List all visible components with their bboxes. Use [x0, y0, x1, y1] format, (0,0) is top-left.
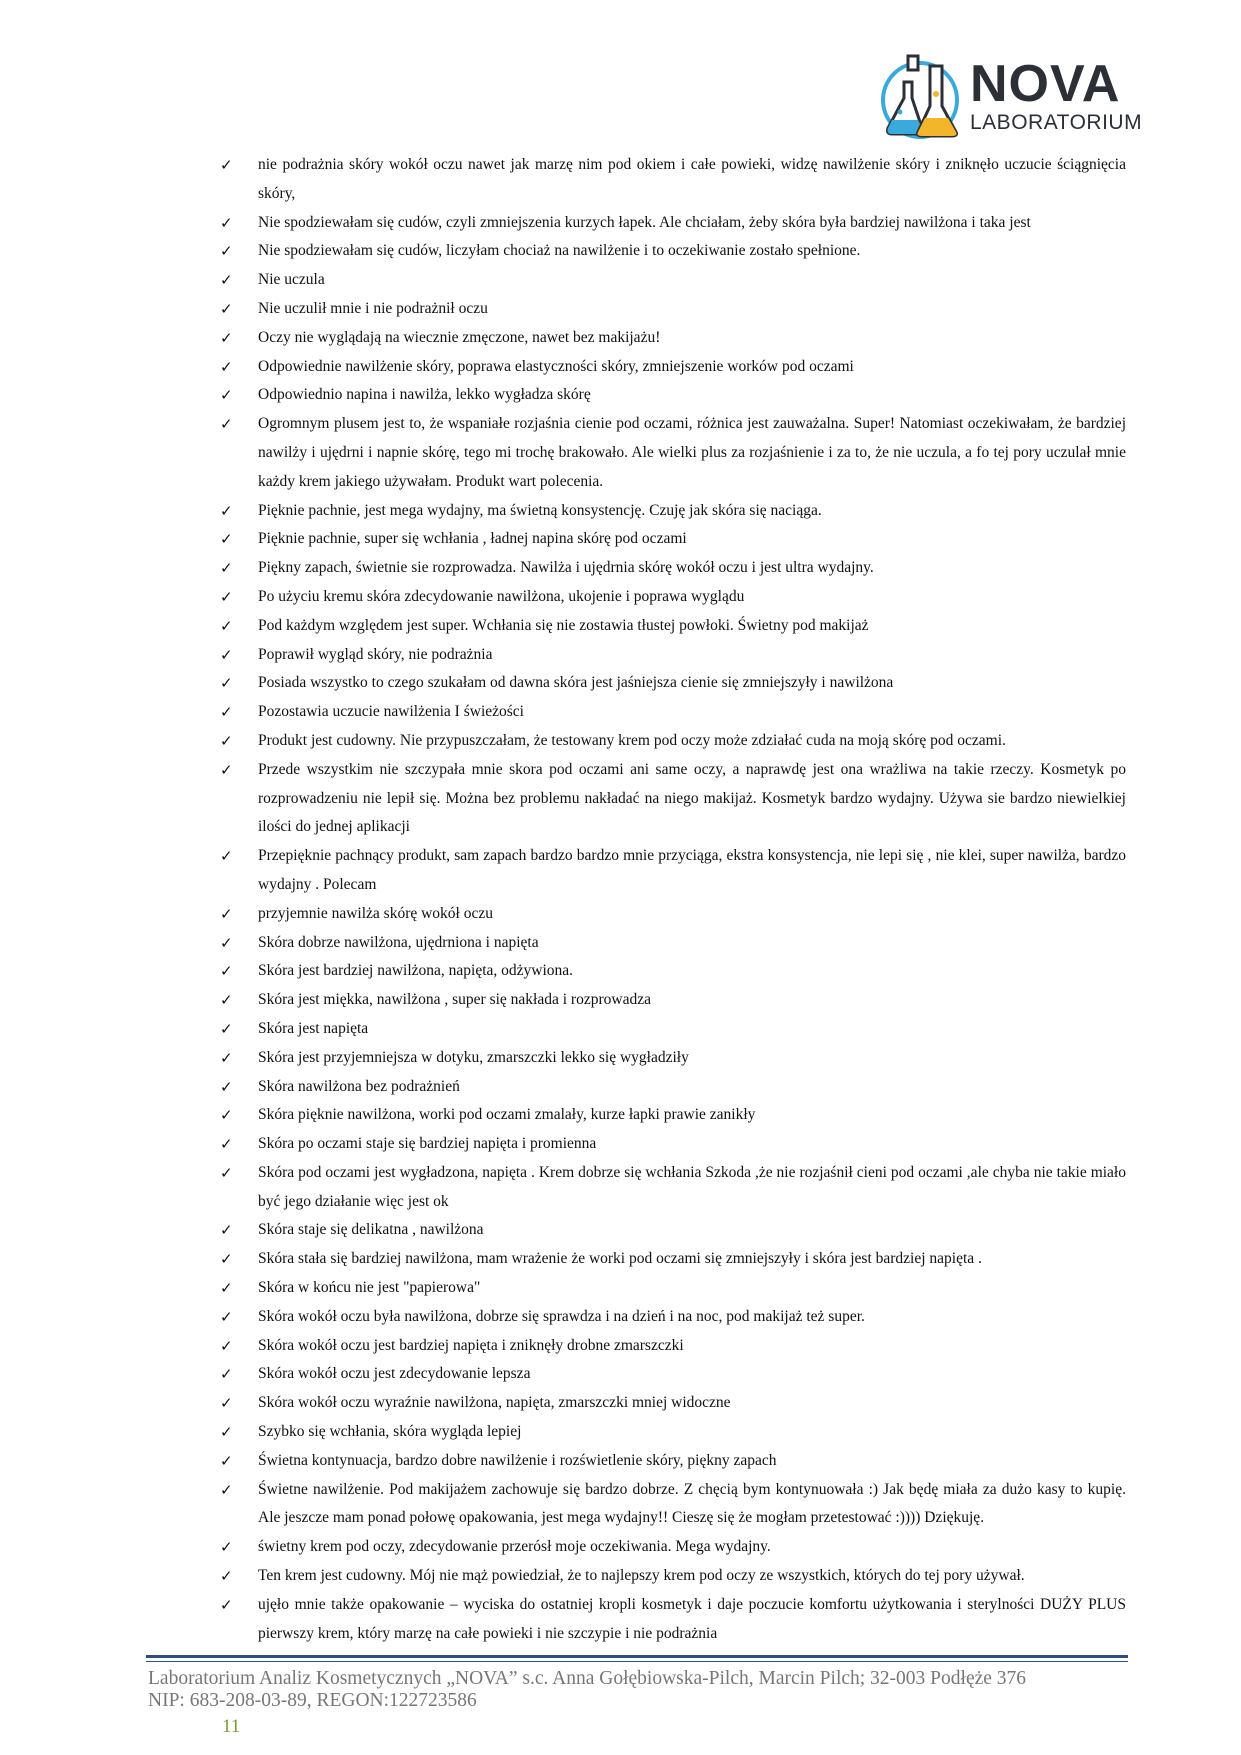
list-item [220, 1591, 1126, 1649]
check-icon: ✓ [220, 1365, 233, 1384]
list-item [220, 1533, 1126, 1562]
list-item [220, 1159, 1126, 1217]
logo [878, 54, 1143, 140]
check-icon: ✓ [220, 299, 233, 318]
check-icon: ✓ [220, 1221, 233, 1240]
list-item [220, 295, 1126, 324]
list-item [220, 1044, 1126, 1073]
check-icon: ✓ [220, 1538, 233, 1557]
list-item-text: Szybko się wchłania, skóra wygląda lepiej [258, 1423, 522, 1441]
list-item [220, 1447, 1126, 1476]
list-item [220, 1130, 1126, 1159]
page-number: 11 [222, 1716, 241, 1737]
check-icon: ✓ [220, 1250, 233, 1269]
list-item [220, 1216, 1126, 1245]
check-icon: ✓ [220, 386, 233, 405]
list-item [220, 756, 1126, 842]
check-icon: ✓ [220, 731, 233, 750]
list-item [220, 727, 1126, 756]
list-item-text: Skóra jest bardziej nawilżona, napięta, odżywiona. [258, 962, 574, 980]
list-item-text: Pięknie pachnie, jest mega wydajny, ma świetną konsystencję. Czuję jak skóra się naciąga. [258, 501, 822, 519]
list-item-text: ujęło mnie także opakowanie – wyciska do ostatniej kropli kosmetyk i daje poczucie komfortu użytkowania i sterylności DUŻY PLUS pierwszy krem, który marzę na całe powieki i nie szczypie i nie podrażnia [258, 1595, 1126, 1642]
list-item-text: Skóra wokół oczu jest bardziej napięta i zniknęły drobne zmarszczki [258, 1336, 684, 1354]
list-item [220, 1360, 1126, 1389]
list-item-text: Skóra wokół oczu wyraźnie nawilżona, napięta, zmarszczki mniej widoczne [258, 1394, 731, 1412]
check-icon: ✓ [220, 760, 233, 779]
list-item-text: Skóra stała się bardziej nawilżona, mam wrażenie że worki pod oczami się zmniejszyły i skóra jest bardziej napięta . [258, 1250, 982, 1268]
list-item-text: Skóra jest napięta [258, 1019, 369, 1037]
logo-title: NOVA [970, 55, 1121, 113]
check-icon: ✓ [220, 587, 233, 606]
list-item-text: Skóra wokół oczu jest zdecydowanie lepsza [258, 1365, 531, 1383]
list-item-text: Skóra po oczami staje się bardziej napięta i promienna [258, 1135, 597, 1153]
list-item [220, 583, 1126, 612]
list-item [220, 410, 1126, 496]
list-item [220, 842, 1126, 900]
check-icon: ✓ [220, 1048, 233, 1067]
list-item-text: Skóra dobrze nawilżona, ujędrniona i napięta [258, 933, 539, 951]
list-item [220, 929, 1126, 958]
check-icon: ✓ [220, 991, 233, 1010]
list-item-text: Świetne nawilżenie. Pod makijażem zachowuje się bardzo dobrze. Z chęcią bym kontynuowała :) Jak będę miała za dużo kasy to kupię. Ale jeszcze mam ponad połowę opakowania, jest mega wydajny!! Cieszę się że mogłam przetestować :)))) Dziękuję. [258, 1480, 1126, 1527]
list-item-text: Skóra jest miękka, nawilżona , super się nakłada i rozprowadza [258, 991, 651, 1009]
list-item [220, 353, 1126, 382]
list-item-text: Odpowiednie nawilżenie skóry, poprawa elastyczności skóry, zmniejszenie worków pod oczami [258, 357, 854, 375]
list-item-text: Skóra wokół oczu była nawilżona, dobrze się sprawdza i na dzień i na noc, pod makijaż też super. [258, 1307, 865, 1325]
list-item-text: Świetna kontynuacja, bardzo dobre nawilżenie i rozświetlenie skóry, piękny zapach [258, 1451, 777, 1469]
review-list [220, 151, 1126, 1648]
logo-subtitle: LABORATORIUM [970, 111, 1143, 134]
list-item-text: Produkt jest cudowny. Nie przypuszczałam, że testowany krem pod oczy może zdziałać cuda na moją skórę pod oczami. [258, 731, 1006, 749]
check-icon: ✓ [220, 1451, 233, 1470]
list-item [220, 525, 1126, 554]
list-item [220, 324, 1126, 353]
list-item-text: przyjemnie nawilża skórę wokół oczu [258, 904, 493, 922]
footer-tax-ids: NIP: 683-208-03-89, REGON:122723586 [148, 1690, 477, 1711]
check-icon: ✓ [220, 1567, 233, 1586]
check-icon: ✓ [220, 530, 233, 549]
check-icon: ✓ [220, 1019, 233, 1038]
check-icon: ✓ [220, 501, 233, 520]
list-item [220, 698, 1126, 727]
check-icon: ✓ [220, 213, 233, 232]
list-item-text: Skóra nawilżona bez podrażnień [258, 1077, 460, 1095]
list-item [220, 209, 1126, 238]
footer-divider [146, 1655, 1128, 1658]
list-item-text: Przepięknie pachnący produkt, sam zapach bardzo bardzo mnie przyciąga, ekstra konsystencja, nie lepi się , nie klei, super nawilża, bardzo wydajny . Polecam [258, 847, 1126, 893]
check-icon: ✓ [220, 1480, 233, 1499]
list-item [220, 1245, 1126, 1274]
check-icon: ✓ [220, 156, 233, 174]
list-item [220, 237, 1126, 266]
list-item-text: Skóra pięknie nawilżona, worki pod oczami zmalały, kurze łapki prawie zanikły [258, 1106, 756, 1124]
check-icon: ✓ [220, 559, 233, 578]
list-item-text: Ten krem jest cudowny. Mój nie mąż powiedział, że to najlepszy krem pod oczy ze wszystkich, których do tej pory używał. [258, 1567, 1025, 1585]
check-icon: ✓ [220, 1163, 233, 1182]
list-item [220, 266, 1126, 295]
list-item [220, 612, 1126, 641]
list-item-text: Skóra pod oczami jest wygładzona, napięta . Krem dobrze się wchłania Szkoda ,że nie rozjaśnił cieni pod oczami ,ale chyba nie takie miało być jego działanie więc jest ok [258, 1163, 1126, 1210]
check-icon: ✓ [220, 1423, 233, 1442]
list-item [220, 641, 1126, 670]
list-item [220, 669, 1126, 698]
list-item [220, 957, 1126, 986]
list-item-text: Odpowiednio napina i nawilża, lekko wygładza skórę [258, 386, 591, 404]
list-item [220, 151, 1126, 209]
list-item [220, 1101, 1126, 1130]
list-item-text: Posiada wszystko to czego szukałam od dawna skóra jest jaśniejsza cienie się zmniejszyły i nawilżona [258, 674, 894, 692]
list-item-text: Przede wszystkim nie szczypała mnie skora pod oczami ani same oczy, a naprawdę jest ona wrażliwa na takie rzeczy. Kosmetyk po rozprowadzeniu nie lepił się. Można bez problemu nakładać na niego makijaż. Kosmetyk bardzo wydajny. Używa sie bardzo niewielkiej ilości do jednej aplikacji [258, 760, 1126, 836]
check-icon: ✓ [220, 904, 233, 923]
check-icon: ✓ [220, 1077, 233, 1096]
check-icon: ✓ [220, 645, 233, 664]
list-item [220, 1015, 1126, 1044]
check-icon: ✓ [220, 1394, 233, 1413]
list-item-text: Skóra w końcu nie jest "papierowa" [258, 1279, 481, 1297]
list-item-text: nie podrażnia skóry wokół oczu nawet jak marzę nim pod okiem i całe powieki, widzę nawilżenie skóry i zniknęło uczucie ściągnięcia skóry, [258, 156, 1126, 202]
check-icon: ✓ [220, 1307, 233, 1326]
list-item [220, 1332, 1126, 1361]
list-item [220, 1073, 1126, 1102]
check-icon: ✓ [220, 242, 233, 261]
list-item [220, 497, 1126, 526]
list-item [220, 1562, 1126, 1591]
list-item-text: Piękny zapach, świetnie sie rozprowadza. Nawilża i ujędrnia skórę wokół oczu i jest ultra wydajny. [258, 559, 874, 577]
footer-address: Laboratorium Analiz Kosmetycznych „NOVA” s.c. Anna Gołębiowska-Pilch, Marcin Pilch; 32-003 Podłęże 376 [148, 1668, 1027, 1689]
list-item [220, 900, 1126, 929]
list-item [220, 1389, 1126, 1418]
logo-text [970, 55, 1143, 134]
check-icon: ✓ [220, 1336, 233, 1355]
check-icon: ✓ [220, 1595, 233, 1614]
list-item-text: świetny krem pod oczy, zdecydowanie przerósł moje oczekiwania. Mega wydajny. [258, 1538, 771, 1556]
footer [148, 1668, 1148, 1712]
check-icon: ✓ [220, 271, 233, 290]
list-item-text: Nie uczulił mnie i nie podrażnił oczu [258, 299, 488, 317]
check-icon: ✓ [220, 847, 233, 866]
list-item-text: Ogromnym plusem jest to, że wspaniałe rozjaśnia cienie pod oczami, różnica jest zauważalna. Super! Natomiast oczekiwałam, że bardziej nawilży i ujędrni i napnie skórę, tego mi trochę brakowało. Ale wielki plus za rozjaśnienie i za to, że nie uczula, a fo tej pory uczulał mnie każdy krem jakiego używałam. Produkt wart polecenia. [258, 415, 1126, 490]
list-item [220, 986, 1126, 1015]
list-item-text: Poprawił wygląd skóry, nie podrażnia [258, 645, 493, 663]
check-icon: ✓ [220, 357, 233, 376]
list-item [220, 1303, 1126, 1332]
check-icon: ✓ [220, 1135, 233, 1154]
list-item [220, 1274, 1126, 1303]
list-item-text: Pod każdym względem jest super. Wchłania się nie zostawia tłustej powłoki. Świetny pod makijaż [258, 616, 869, 634]
flask-logo-icon [878, 54, 978, 140]
list-item-text: Pięknie pachnie, super się wchłania , ładnej napina skórę pod oczami [258, 530, 687, 548]
check-icon: ✓ [220, 1279, 233, 1298]
list-item [220, 1476, 1126, 1534]
list-item-text: Skóra staje się delikatna , nawilżona [258, 1221, 484, 1239]
list-item-text: Pozostawia uczucie nawilżenia I świeżości [258, 703, 524, 721]
footer-divider-thin [146, 1661, 1128, 1662]
list-item [220, 381, 1126, 410]
check-icon: ✓ [220, 962, 233, 981]
check-icon: ✓ [220, 703, 233, 722]
list-item [220, 1418, 1126, 1447]
list-item-text: Oczy nie wyglądają na wiecznie zmęczone, nawet bez makijażu! [258, 328, 661, 346]
list-item-text: Skóra jest przyjemniejsza w dotyku, zmarszczki lekko się wygładziły [258, 1048, 689, 1066]
check-icon: ✓ [220, 616, 233, 635]
list-item-text: Po użyciu kremu skóra zdecydowanie nawilżona, ukojenie i poprawa wyglądu [258, 587, 745, 605]
list-item-text: Nie uczula [258, 271, 325, 289]
check-icon: ✓ [220, 674, 233, 693]
check-icon: ✓ [220, 328, 233, 347]
check-icon: ✓ [220, 415, 233, 434]
check-icon: ✓ [220, 1106, 233, 1125]
list-item [220, 554, 1126, 583]
list-item-text: Nie spodziewałam się cudów, czyli zmniejszenia kurzych łapek. Ale chciałam, żeby skóra była bardziej nawilżona i taka jest [258, 213, 1031, 231]
list-item-text: Nie spodziewałam się cudów, liczyłam chociaż na nawilżenie i to oczekiwanie zostało spełnione. [258, 242, 861, 260]
check-icon: ✓ [220, 933, 233, 952]
